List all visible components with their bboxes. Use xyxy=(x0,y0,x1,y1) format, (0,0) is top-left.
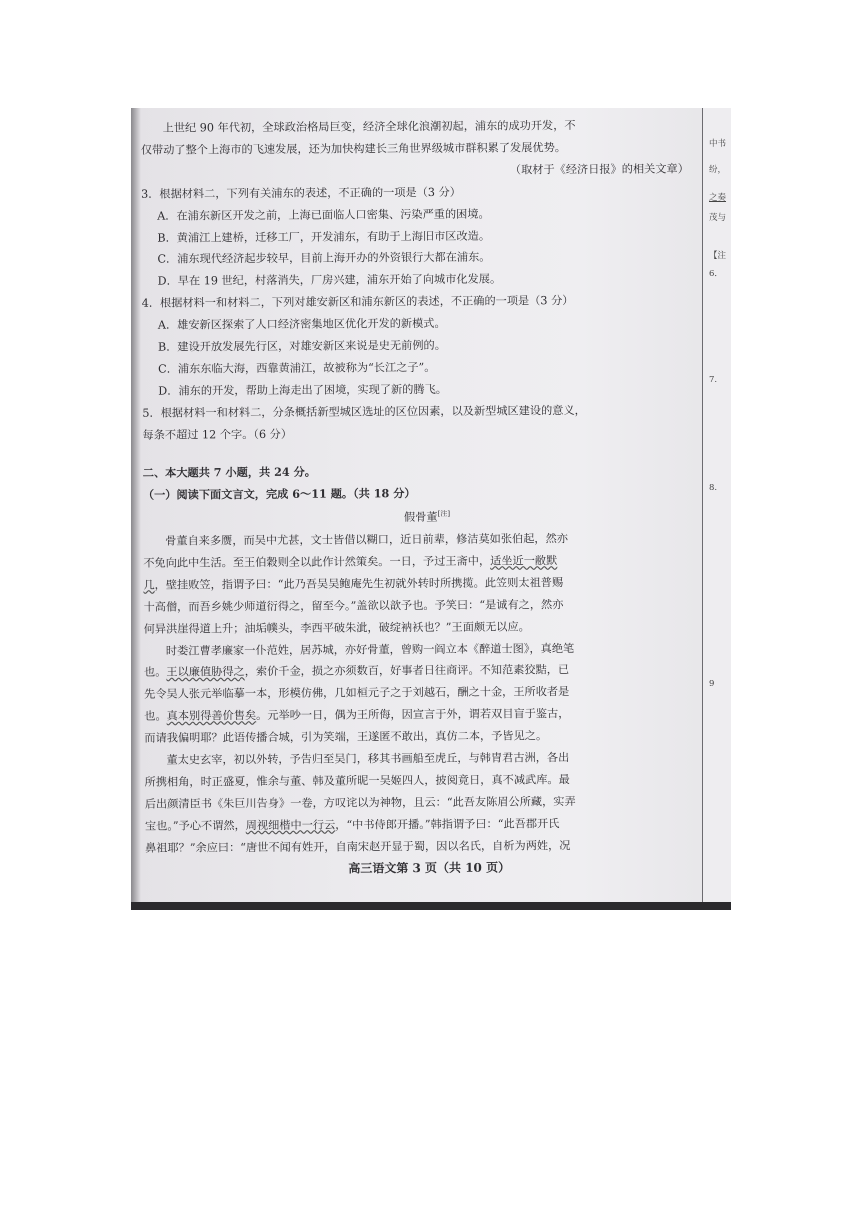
underlined-phrase: 适坐近一敝默 xyxy=(490,554,558,568)
exam-page xyxy=(141,114,714,905)
passage-text: 。元举吵一日 xyxy=(256,708,324,723)
question-5-line-2: 每条不超过 12 个字。（6 分） xyxy=(142,427,293,442)
question-3-option-c: C．浦东现代经济起步较早，目前上海开办的外资银行大都在浦东。 xyxy=(157,251,491,267)
question-3-option-a: A．在浦东新区开发之前，上海已面临人口密集、污染严重的困境。 xyxy=(157,207,490,223)
next-page-margin xyxy=(702,108,731,910)
passage-text: ，壁挂败笠，指谓予曰：“此乃吾吴吴鲍庵先生初就外转时所携揽。此笠则太祖普赐 xyxy=(154,576,564,592)
question-3-stem: 3．根据材料二，下列有关浦东的表述，不正确的一项是（3 分） xyxy=(141,185,461,201)
passage-p2-line-5: 而请我偏明耶？此语传播合城，引为笑端，王遂匿不敢出，真仿二本，予皆见之。 xyxy=(144,729,548,745)
document-photo xyxy=(131,108,731,910)
intro-line-2: 仅带动了整个上海市的飞速发展，还为加快构建长三角世界级城市群积累了发展优势。 xyxy=(140,141,566,157)
question-4-option-d: D．浦东的开发，帮助上海走出了困境，实现了新的腾飞。 xyxy=(158,382,447,398)
section-2-heading: 二、本大题共 7 小题，共 24 分。 xyxy=(142,464,316,480)
passage-text: 宝也。”予心不谓然， xyxy=(144,818,246,833)
margin-text: 7. xyxy=(709,375,718,385)
question-4-option-c: C．浦东东临大海，西靠黄浦江，故被称为“长江之子”。 xyxy=(158,360,436,376)
underlined-phrase: 几 xyxy=(143,578,155,592)
margin-text: 9 xyxy=(709,679,715,689)
passage-text: ，索价千金，损之亦须数百，好事者日往商评。不知范素狡黠，已 xyxy=(244,663,570,679)
passage-title-note: [注] xyxy=(437,510,451,519)
question-3-option-d: D．早在 19 世纪，村落消失，厂房兴建，浦东开始了向城市化发展。 xyxy=(157,272,502,288)
passage-text: ，偶为王所侮，因宣言于外，谓若双目盲于鉴古， xyxy=(323,707,570,722)
margin-text: 之奏 xyxy=(709,193,727,203)
passage-p3-line-5: 鼻祖耶？”余应曰：“唐世不闻有姓开，自南宋赵开显于蜀，因以名氏，自析为两姓，况 xyxy=(145,838,571,855)
passage-p2-line-3: 先令吴人张元举临摹一本，形模仿佛，几如桓元子之于刘越石，酬之十金，王所收者是 xyxy=(144,685,570,702)
passage-p2-line-1: 时娄江曹孝廉家一仆范姓，居苏城，亦好骨董，曾购一阎立本《醉道士图》，真绝笔 xyxy=(165,641,575,658)
underlined-phrase: 周视细楷中一行云 xyxy=(245,818,336,832)
passage-title-text: 假骨董 xyxy=(403,511,438,525)
question-4-stem: 4．根据材料一和材料二，下列对雄安新区和浦东新区的表述，不正确的一项是（3 分） xyxy=(141,294,574,310)
intro-line-1: 上世纪 90 年代初，全球政治格局巨变，经济全球化浪潮初起，浦东的成功开发，不 xyxy=(162,119,576,135)
photo-shadow xyxy=(131,108,141,910)
passage-text: 也。 xyxy=(143,666,167,680)
passage-text: ，“中书侍郎开播。”韩指谓予曰：“此吾郡开氏 xyxy=(335,817,560,832)
question-3-option-b: B．黄浦江上建桥，迁移工厂，开发浦东，有助于上海旧市区改造。 xyxy=(157,229,491,245)
passage-p1-line-1: 骨董自来多赝，而吴中尤甚，文士皆借以糊口，近日前辈，修洁莫如张伯起，然亦 xyxy=(165,532,568,548)
passage-p1-line-5: 何异洪崖得道上升；油垢幞头，李西平破朱泚，破绽衲袄也？”王面颇无以应。 xyxy=(143,620,530,636)
question-4-option-b: B．建设开放发展先行区，对雄安新区来说是史无前例的。 xyxy=(157,338,446,354)
page-footer: 高三语文第 3 页（共 10 页） xyxy=(348,860,511,876)
passage-p3-line-1: 董太史玄宰，初以外转，予告归至吴门，移其书画船至虎丘，与韩胄君古洲，各出 xyxy=(166,751,570,767)
margin-text: 6． xyxy=(709,269,723,279)
margin-text: 纷， xyxy=(709,165,727,175)
underlined-phrase: 真本别得善价售矣 xyxy=(166,709,257,723)
passage-p1-line-4: 十高僧，而吾乡姚少师道衍得之，留至今。”盖欲以歆予也。予笑曰：“是诚有之，然亦 xyxy=(143,597,564,614)
passage-title xyxy=(143,503,711,531)
passage-p3-line-2: 所携相角，时正盛夏，惟余与董、韩及董所昵一吴姬四人，披阅竟日，真不减武库。最 xyxy=(144,773,570,789)
question-4-option-a: A．雄安新区探索了人口经济密集地区优化开发的新模式。 xyxy=(157,317,446,332)
margin-text: 【注 xyxy=(709,251,727,261)
passage-p3-line-3: 后出颜清臣书《朱巨川告身》一卷，方叹诧以为神物，且云：“此吾友陈眉公所藏，实弄 xyxy=(144,795,576,811)
underlined-phrase: 王以廉值胁得之 xyxy=(166,665,245,680)
intro-source: （取材于《经济日报》的相关文章） xyxy=(509,162,689,177)
passage-text: 不免向此中生活。至王伯穀则全以此作计然策矣。一日，予过王斋中， xyxy=(143,554,491,570)
passage-text: 也。 xyxy=(144,709,167,724)
question-5-line-1: 5．根据材料一和材料二，分条概括新型城区选址的区位因素，以及新型城区建设的意义， xyxy=(142,403,586,420)
margin-text: 中书 xyxy=(709,139,727,149)
margin-text: 茂与 xyxy=(709,213,727,223)
section-2-subheading: （一）阅读下面文言文，完成 6～11 题。（共 18 分） xyxy=(142,485,416,502)
photo-bottom-edge xyxy=(131,902,731,910)
margin-text: 8. xyxy=(709,483,718,493)
